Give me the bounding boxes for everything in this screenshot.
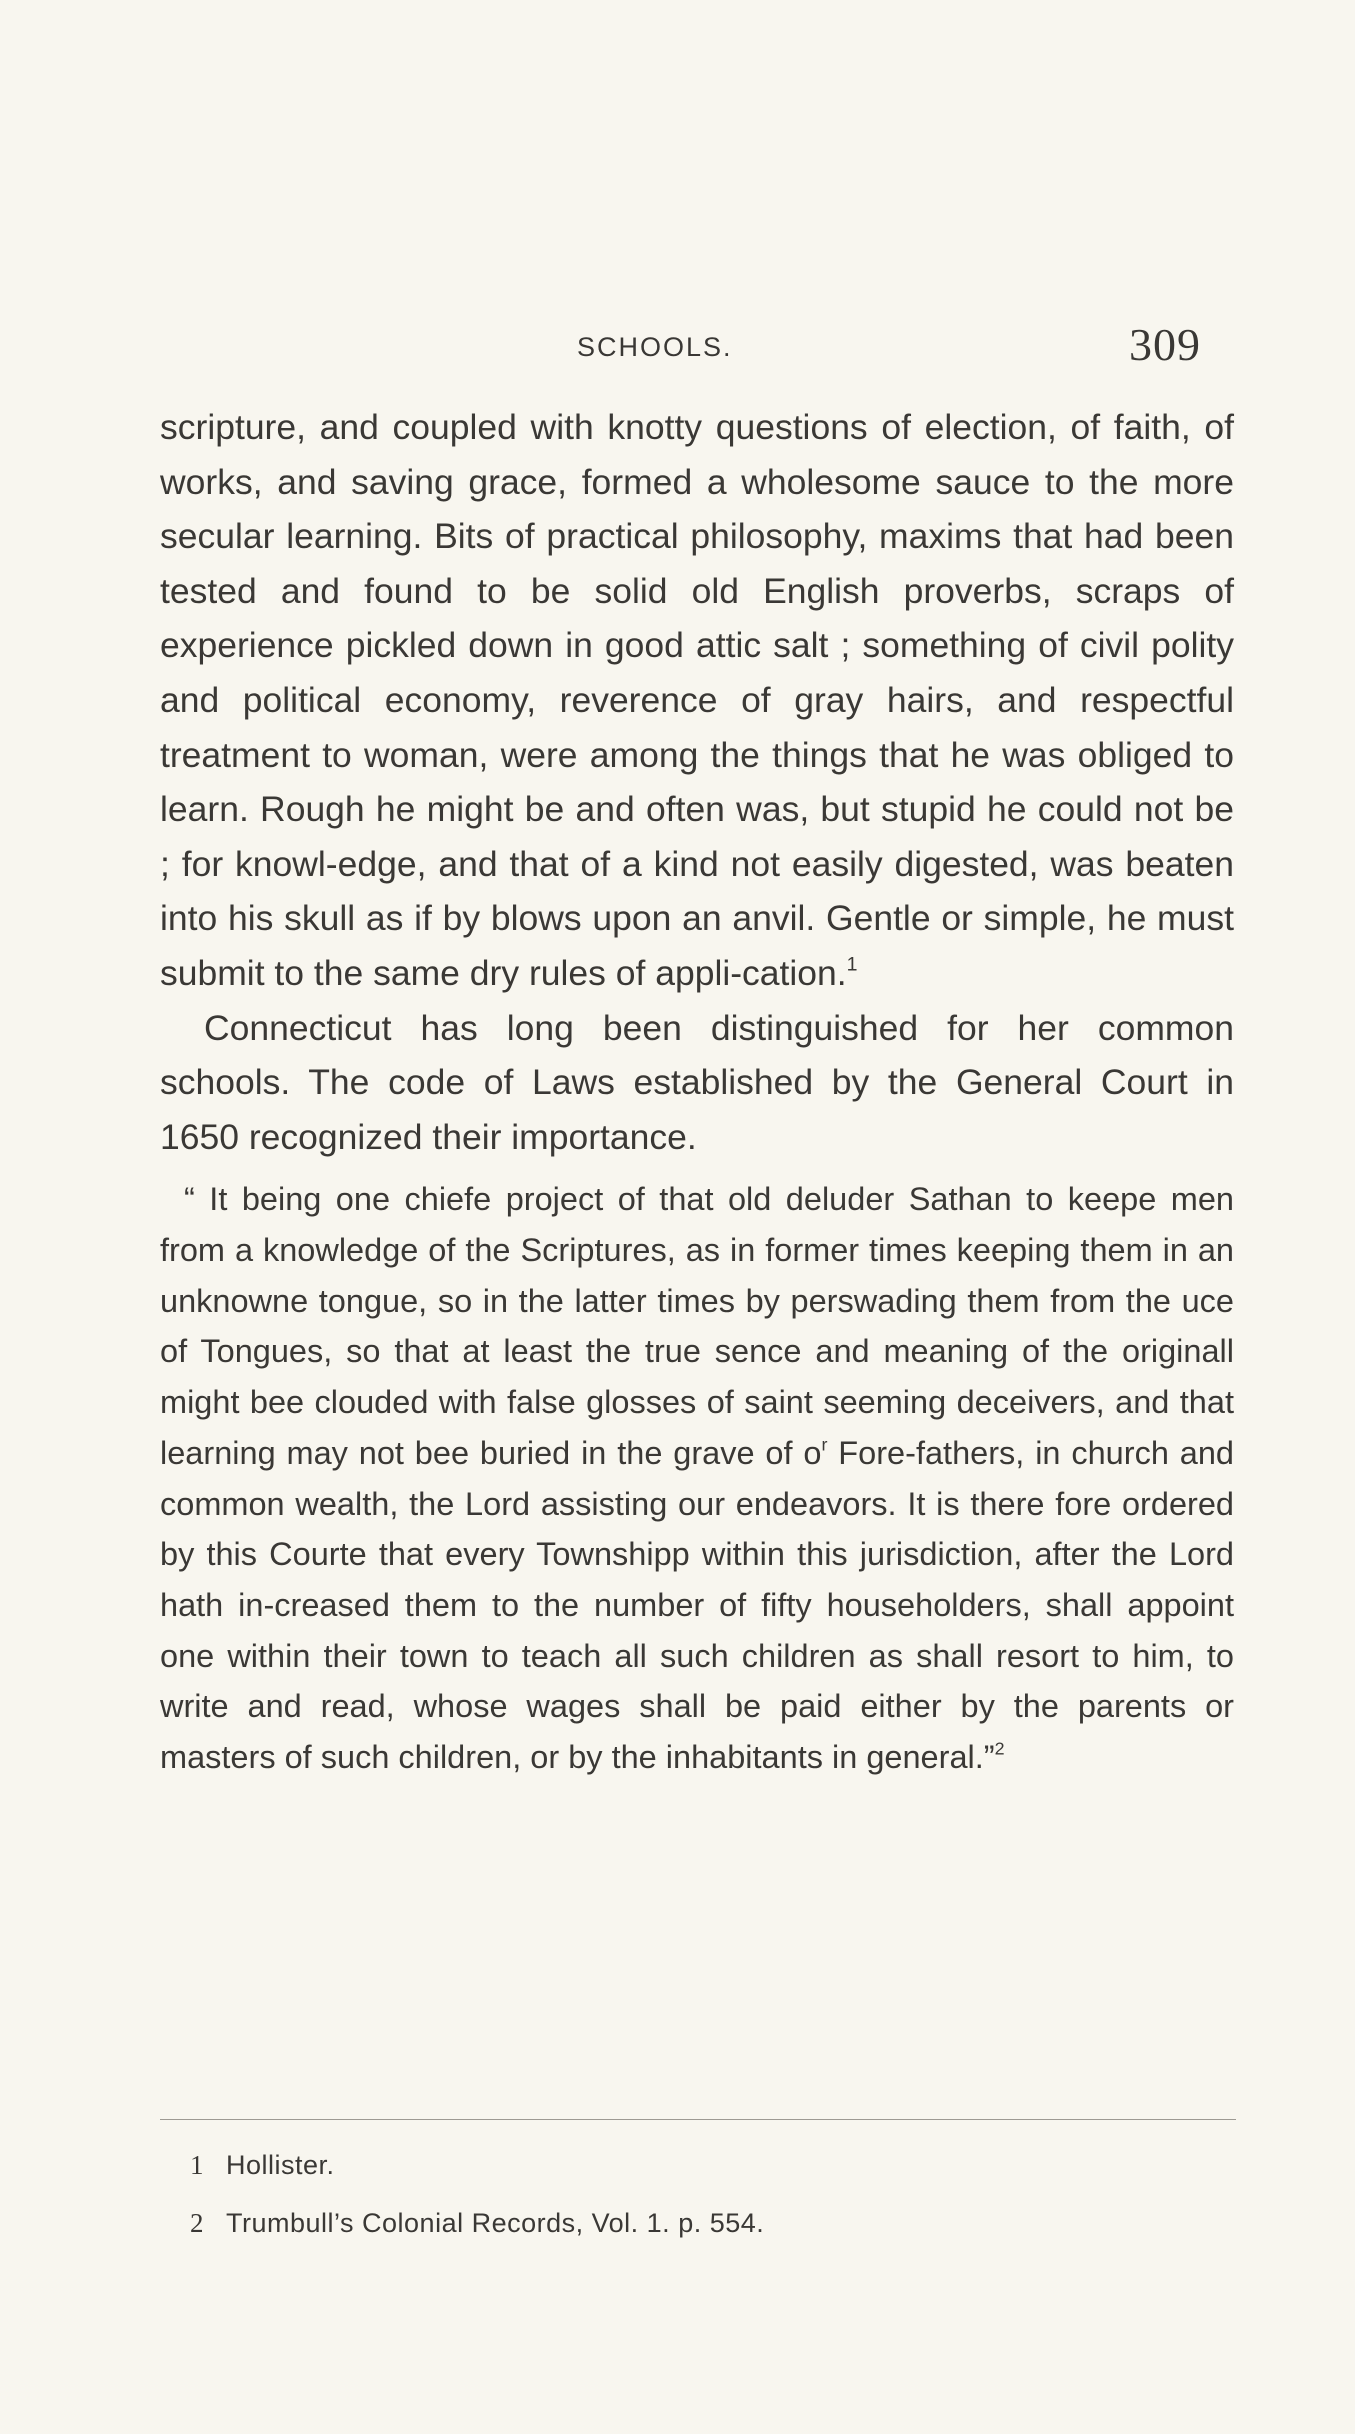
paragraph-2: Connecticut has long been distinguished for her common schools. The code of Laws established by the General Court in 1650 recognized their importance. xyxy=(160,1007,1234,1157)
quote-text-part-2: Fore-fathers, in church and common wealth, the Lord assisting our endeavors. It is there fore ordered by this Courte that every Townshipp within this jurisdiction, after the Lord hath in-creased them to the number of fifty householders, shall appoint one within their town to teach all such children as shall resort to him, to write and read, whose wages shall be paid either by the parents or masters of such children, or by the inhabitants in general.” xyxy=(160,1434,1234,1776)
paragraph-1 xyxy=(160,400,1234,1001)
page-header xyxy=(157,318,1201,384)
page-number: 309 xyxy=(1129,319,1201,370)
footnote-divider xyxy=(160,2119,1236,2120)
footnote-text: Trumbull’s Colonial Records, Vol. 1. p. 554. xyxy=(226,2208,765,2238)
body-text xyxy=(160,400,1234,1783)
quote-text-part-1: “ It being one chiefe project of that old deluder Sathan to keepe men from a knowledge of the Scriptures, as in former times keeping them in an unknowne tongue, so in the latter times by perswading them from the uce of Tongues, so that at least the true sence and meaning of the originall might bee clouded with false glosses of saint seeming deceivers, and that learning may not bee buried in the grave of o xyxy=(160,1181,1234,1471)
footnote-2 xyxy=(190,2194,1230,2252)
block-quote xyxy=(160,1174,1234,1782)
footnote-number: 2 xyxy=(190,2208,204,2238)
running-head: SCHOOLS. xyxy=(577,332,733,362)
footnotes xyxy=(190,2136,1230,2252)
footnote-1 xyxy=(190,2136,1230,2194)
footnote-ref-2: 2 xyxy=(994,1738,1005,1759)
footnote-text: Hollister. xyxy=(226,2150,335,2180)
footnote-number: 1 xyxy=(190,2150,204,2180)
superscript-r: r xyxy=(821,1434,828,1455)
footnote-ref-1: 1 xyxy=(846,953,858,976)
paragraph-1-text: scripture, and coupled with knotty questions of election, of faith, of works, and saving grace, formed a wholesome sauce to the more secular learning. Bits of practical philosophy, maxims that had been tested and found to be solid old English proverbs, scraps of experience pickled down in good attic salt ; something of civil polity and political economy, reverence of gray hairs, and respectful treatment to woman, were among the things that he was obliged to learn. Rough he might be and often was, but stupid he could not be ; for knowl-edge, and that of a kind not easily digested, was beaten into his skull as if by blows upon an anvil. Gentle or simple, he must submit to the same dry rules of appli-cation. xyxy=(160,407,1234,993)
